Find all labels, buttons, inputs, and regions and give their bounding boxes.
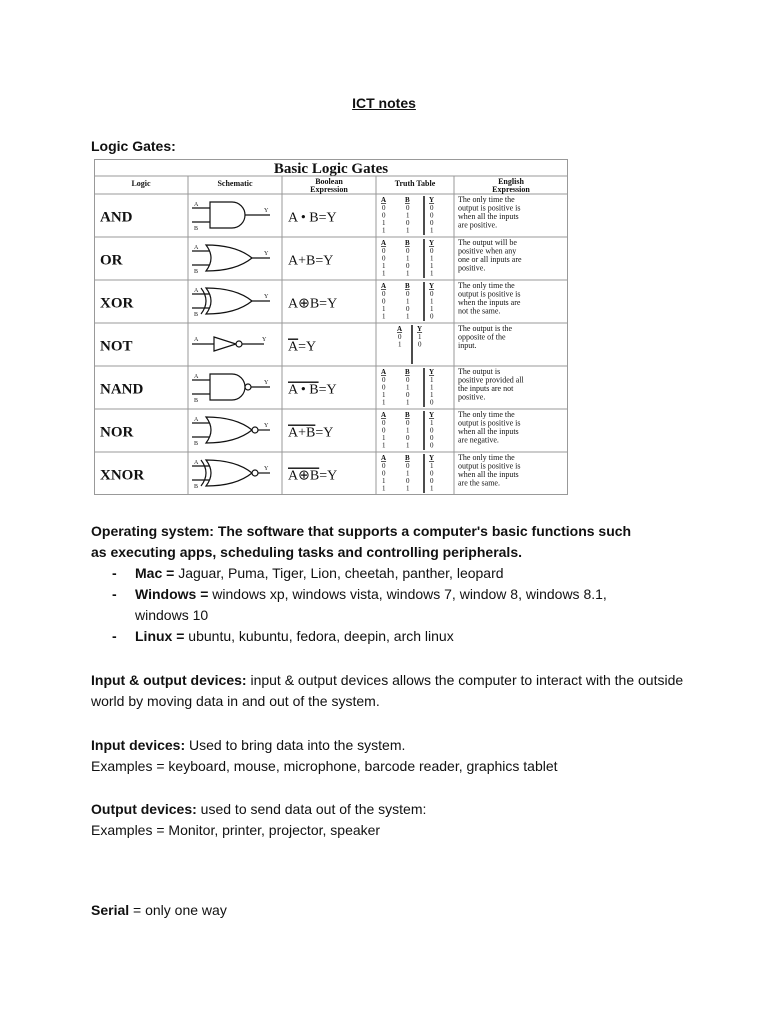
- english-expression: output is positive is: [458, 418, 521, 428]
- truth-value: 0: [430, 434, 434, 442]
- english-expression: opposite of the: [458, 332, 506, 342]
- truth-header: Y: [429, 239, 435, 247]
- truth-value: 0: [382, 419, 386, 427]
- truth-value: 0: [430, 211, 434, 220]
- truth-value: 1: [406, 398, 410, 407]
- svg-text:A: A: [194, 288, 199, 294]
- gate-name: NOT: [100, 338, 133, 355]
- truth-value: 0: [406, 305, 410, 313]
- truth-value: 1: [382, 441, 386, 450]
- truth-value: 1: [430, 484, 434, 493]
- truth-value: 1: [430, 297, 434, 306]
- english-expression: when all the inputs: [458, 427, 519, 436]
- truth-header: B: [405, 282, 410, 290]
- truth-value: 0: [382, 297, 386, 306]
- boolean-expression: A=Y: [288, 339, 317, 355]
- header-label: Expression: [492, 185, 530, 194]
- truth-value: 1: [382, 477, 386, 485]
- truth-value: 0: [406, 477, 410, 485]
- truth-value: 0: [382, 290, 386, 298]
- truth-header: A: [381, 239, 387, 247]
- truth-value: 0: [406, 247, 410, 255]
- output-devices-examples: Examples = Monitor, printer, projector, speaker: [91, 822, 381, 838]
- io-devices-paragraph: Input & output devices: input & output devices allows the computer to interact with the outside world by moving data in and out of the system.: [91, 672, 684, 709]
- truth-header: Y: [429, 282, 435, 290]
- english-expression: when the inputs are: [458, 298, 521, 307]
- english-expression: The output is: [458, 367, 501, 376]
- english-expression: The only time the: [458, 195, 515, 204]
- svg-text:A: A: [194, 460, 199, 466]
- gate-name: XOR: [100, 295, 134, 312]
- truth-value: 1: [382, 484, 386, 493]
- truth-value: 1: [382, 398, 386, 407]
- svg-text:Y: Y: [264, 294, 269, 300]
- truth-value: 0: [382, 469, 386, 478]
- svg-text:B: B: [194, 226, 199, 232]
- svg-text:Y: Y: [264, 251, 269, 257]
- truth-value: 1: [406, 312, 410, 321]
- english-expression: when all the inputs: [458, 470, 519, 479]
- truth-value: 1: [430, 391, 434, 399]
- header-label: Expression: [310, 185, 348, 194]
- svg-text:Y: Y: [264, 423, 269, 429]
- header-label: Boolean: [315, 177, 343, 186]
- truth-value: 0: [406, 391, 410, 399]
- truth-value: 1: [406, 469, 410, 478]
- truth-value: 0: [382, 462, 386, 470]
- truth-value: 1: [382, 219, 386, 227]
- truth-value: 1: [398, 340, 402, 349]
- english-expression: positive provided all: [458, 375, 524, 385]
- truth-value: 0: [430, 398, 434, 407]
- truth-value: 1: [406, 254, 410, 263]
- boolean-expression: A⊕B=Y: [288, 468, 338, 484]
- english-expression: the inputs are not: [458, 384, 514, 393]
- truth-header: B: [405, 368, 410, 376]
- truth-value: 0: [406, 462, 410, 470]
- english-expression: are positive.: [458, 220, 498, 230]
- truth-header: Y: [417, 325, 423, 333]
- gate-name: XNOR: [100, 467, 145, 484]
- english-expression: one or all inputs are: [458, 255, 522, 264]
- svg-text:B: B: [194, 312, 199, 318]
- os-definition-line-2: as executing apps, scheduling tasks and controlling peripherals.: [91, 544, 522, 560]
- svg-text:B: B: [194, 269, 199, 275]
- truth-value: 0: [406, 290, 410, 298]
- truth-header: B: [405, 411, 410, 419]
- boolean-expression: A+B=Y: [288, 425, 334, 441]
- svg-text:A: A: [194, 337, 199, 343]
- logic-gates-table: [94, 159, 568, 495]
- gate-name: NAND: [100, 381, 144, 398]
- truth-value: 1: [430, 262, 434, 270]
- truth-value: 0: [382, 376, 386, 384]
- truth-value: 0: [430, 312, 434, 321]
- truth-value: 0: [382, 383, 386, 392]
- svg-text:B: B: [194, 441, 199, 447]
- english-expression: when all the inputs: [458, 212, 519, 221]
- english-expression: output is positive is: [458, 203, 521, 213]
- truth-value: 0: [406, 434, 410, 442]
- svg-text:Y: Y: [264, 208, 269, 214]
- truth-value: 0: [382, 426, 386, 435]
- truth-value: 0: [398, 333, 402, 341]
- page-title: ICT notes: [352, 95, 416, 111]
- truth-header: Y: [429, 454, 435, 462]
- logic-gates-heading: Logic Gates:: [91, 138, 176, 154]
- english-expression: The only time the: [458, 281, 515, 290]
- boolean-expression: A+B=Y: [288, 253, 334, 269]
- english-expression: are the same.: [458, 478, 500, 488]
- truth-header: A: [381, 454, 387, 462]
- english-expression: The output will be: [458, 238, 517, 247]
- truth-value: 1: [430, 383, 434, 392]
- truth-header: B: [405, 196, 410, 204]
- truth-value: 0: [406, 376, 410, 384]
- svg-text:Y: Y: [264, 466, 269, 472]
- english-expression: are negative.: [458, 435, 499, 445]
- english-expression: positive when any: [458, 246, 517, 256]
- truth-value: 1: [430, 376, 434, 384]
- truth-header: B: [405, 239, 410, 247]
- truth-header: A: [381, 368, 387, 376]
- serial-paragraph: Serial = only one way: [91, 902, 227, 918]
- svg-text:Y: Y: [262, 337, 267, 343]
- boolean-expression: A⊕B=Y: [288, 296, 338, 312]
- truth-value: 0: [430, 477, 434, 485]
- truth-value: 1: [430, 419, 434, 427]
- truth-value: 0: [382, 254, 386, 263]
- truth-header: Y: [429, 368, 435, 376]
- truth-value: 0: [382, 247, 386, 255]
- svg-text:A: A: [194, 202, 199, 208]
- truth-value: 0: [406, 219, 410, 227]
- truth-value: 0: [430, 441, 434, 450]
- truth-value: 0: [406, 419, 410, 427]
- truth-header: A: [381, 282, 387, 290]
- truth-value: 1: [406, 484, 410, 493]
- truth-value: 1: [382, 305, 386, 313]
- english-expression: not the same.: [458, 306, 501, 316]
- english-expression: output is positive is: [458, 289, 521, 299]
- input-devices-examples: Examples = keyboard, mouse, microphone, barcode reader, graphics tablet: [91, 758, 558, 774]
- truth-value: 0: [382, 204, 386, 212]
- header-label: Truth Table: [394, 179, 436, 188]
- svg-text:Y: Y: [264, 380, 269, 386]
- english-expression: positive.: [458, 263, 486, 273]
- os-definition-line-1: Operating system: The software that supports a computer's basic functions such: [91, 523, 632, 539]
- truth-value: 0: [406, 204, 410, 212]
- truth-value: 0: [418, 340, 422, 349]
- truth-value: 0: [430, 469, 434, 478]
- os-item-windows: - Windows = windows xp, windows vista, windows 7, window 8, windows 8.1, windows 10: [112, 584, 652, 626]
- svg-text:B: B: [194, 398, 199, 404]
- truth-value: 1: [382, 312, 386, 321]
- truth-value: 1: [430, 305, 434, 313]
- output-devices-paragraph: Output devices: used to send data out of the system:: [91, 801, 427, 817]
- gate-name: NOR: [100, 424, 134, 441]
- header-label: Logic: [131, 179, 151, 188]
- truth-value: 1: [406, 441, 410, 450]
- gate-name: AND: [100, 209, 133, 226]
- os-item-linux: - Linux = ubuntu, kubuntu, fedora, deepin, arch linux: [112, 626, 652, 647]
- svg-text:A: A: [194, 417, 199, 423]
- boolean-expression: A • B=Y: [288, 210, 337, 226]
- truth-value: 1: [382, 269, 386, 278]
- os-item-mac: - Mac = Jaguar, Puma, Tiger, Lion, cheetah, panther, leopard: [112, 563, 652, 584]
- truth-header: A: [397, 325, 403, 333]
- os-list: [112, 563, 652, 647]
- truth-value: 0: [430, 426, 434, 435]
- truth-value: 1: [406, 426, 410, 435]
- truth-header: Y: [429, 411, 435, 419]
- truth-value: 1: [406, 226, 410, 235]
- truth-value: 0: [430, 290, 434, 298]
- truth-value: 1: [430, 226, 434, 235]
- truth-header: A: [381, 196, 387, 204]
- truth-value: 1: [382, 391, 386, 399]
- english-expression: positive.: [458, 392, 486, 402]
- table-title: Basic Logic Gates: [273, 161, 389, 177]
- truth-value: 1: [418, 333, 422, 341]
- truth-value: 0: [406, 262, 410, 270]
- truth-value: 1: [382, 262, 386, 270]
- truth-value: 0: [430, 204, 434, 212]
- header-label: English: [498, 177, 524, 186]
- truth-header: A: [381, 411, 387, 419]
- truth-header: B: [405, 454, 410, 462]
- english-expression: The only time the: [458, 410, 515, 419]
- header-label: Schematic: [217, 179, 253, 188]
- english-expression: output is positive is: [458, 461, 521, 471]
- truth-value: 1: [406, 383, 410, 392]
- svg-text:B: B: [194, 484, 199, 490]
- svg-text:A: A: [194, 374, 199, 380]
- english-expression: input.: [458, 341, 477, 350]
- input-devices-paragraph: Input devices: Used to bring data into the system.: [91, 737, 406, 753]
- truth-value: 0: [430, 219, 434, 227]
- truth-value: 1: [406, 297, 410, 306]
- truth-value: 0: [382, 211, 386, 220]
- english-expression: The only time the: [458, 453, 515, 462]
- truth-value: 1: [382, 434, 386, 442]
- truth-value: 0: [430, 247, 434, 255]
- svg-text:A: A: [194, 245, 199, 251]
- gate-name: OR: [100, 252, 123, 269]
- truth-value: 1: [406, 211, 410, 220]
- boolean-expression: A • B=Y: [288, 382, 337, 398]
- english-expression: The output is the: [458, 324, 512, 333]
- truth-value: 1: [382, 226, 386, 235]
- truth-header: Y: [429, 196, 435, 204]
- truth-value: 1: [430, 254, 434, 263]
- truth-value: 1: [430, 269, 434, 278]
- truth-value: 1: [406, 269, 410, 278]
- truth-value: 1: [430, 462, 434, 470]
